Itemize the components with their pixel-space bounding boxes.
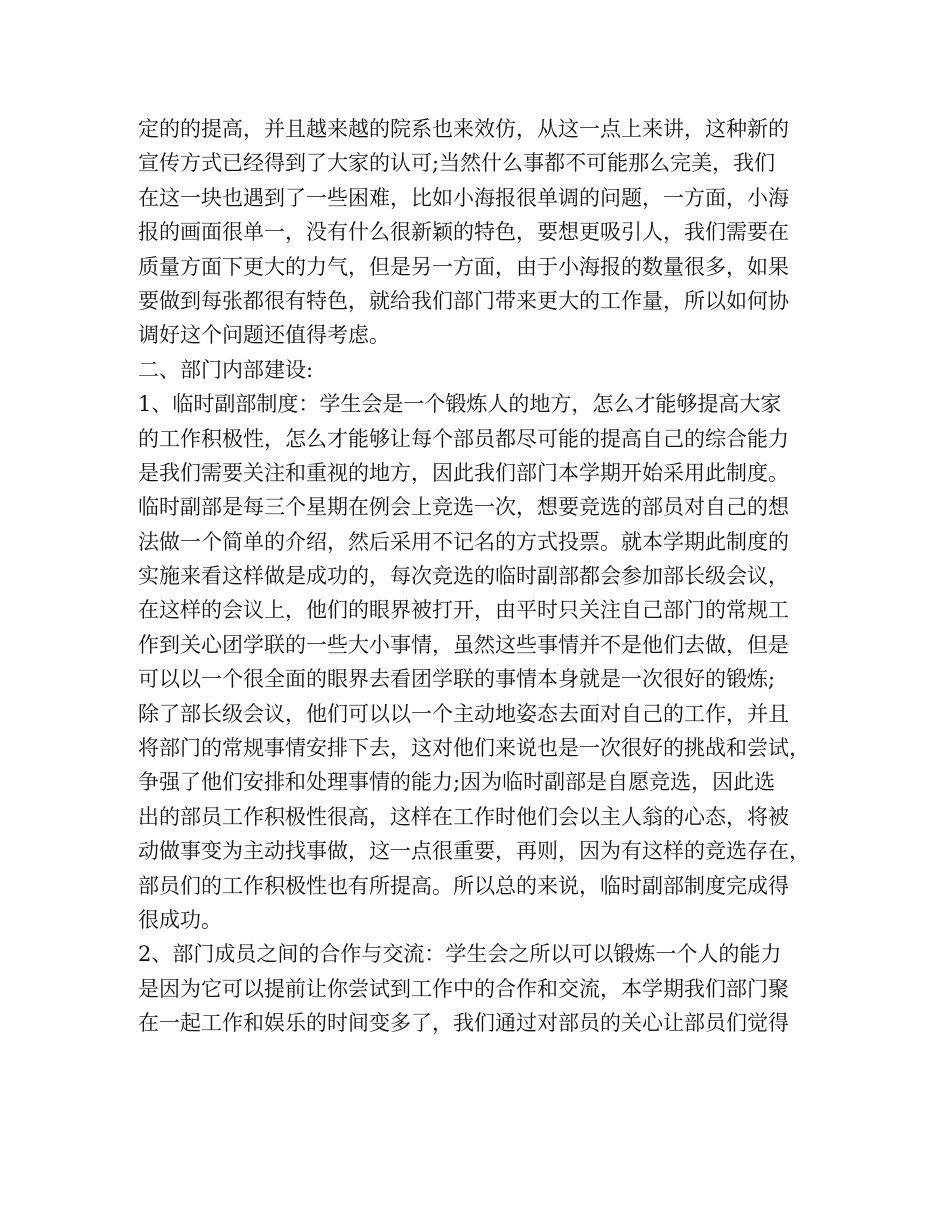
text-line: 法做一个简单的介绍，然后采用不记名的方式投票。就本学期此制度的: [138, 529, 789, 554]
text-line: 作到关心团学联的一些大小事情，虽然这些事情并不是他们去做，但是: [138, 632, 789, 657]
text-line: 可以以一个很全面的眼界去看团学联的事情本身就是一次很好的锻炼;: [138, 667, 776, 692]
text-line: 将部门的常规事情安排下去，这对他们来说也是一次很好的挑战和尝试，: [138, 736, 810, 761]
text-line: 在这一块也遇到了一些困难，比如小海报很单调的问题，一方面，小海: [138, 185, 789, 210]
section-heading: 二、部门内部建设:: [138, 357, 314, 382]
text-line: 1、临时副部制度：学生会是一个锻炼人的地方，怎么才能够提高大家: [138, 392, 782, 417]
document-body: [138, 112, 818, 1041]
text-line: 部员们的工作积极性也有所提高。所以总的来说，临时副部制度完成得: [138, 873, 789, 898]
text-line: 争强了他们安排和处理事情的能力;因为临时副部是自愿竞选，因此选: [138, 770, 776, 795]
text-line: 报的画面很单一，没有什么很新颖的特色，要想更吸引人，我们需要在: [138, 220, 789, 245]
text-line: 除了部长级会议，他们可以以一个主动地姿态去面对自己的工作，并且: [138, 701, 789, 726]
text-line: 动做事变为主动找事做，这一点很重要，再则，因为有这样的竞选存在，: [138, 839, 810, 864]
text-line: 定的的提高，并且越来越的院系也来效仿，从这一点上来讲，这种新的: [138, 117, 789, 141]
text-line: 很成功。: [138, 907, 222, 932]
text-line: 宣传方式已经得到了大家的认可;当然什么事都不可能那么完美，我们: [138, 151, 776, 176]
text-line: 实施来看这样做是成功的，每次竞选的临时副部都会参加部长级会议，: [138, 564, 789, 589]
text-line: 在这样的会议上，他们的眼界被打开，由平时只关注自己部门的常规工: [138, 598, 789, 623]
text-line: 调好这个问题还值得考虑。: [138, 323, 390, 348]
text-line: 要做到每张都很有特色，就给我们部门带来更大的工作量，所以如何协: [138, 288, 789, 313]
text-line: 临时副部是每三个星期在例会上竞选一次，想要竞选的部员对自己的想: [138, 495, 789, 520]
text-line: 的工作积极性，怎么才能够让每个部员都尽可能的提高自己的综合能力: [138, 426, 789, 451]
text-line: 是因为它可以提前让你尝试到工作中的合作和交流，本学期我们部门聚: [138, 976, 789, 1001]
text-line: 质量方面下更大的力气，但是另一方面，由于小海报的数量很多，如果: [138, 254, 789, 279]
text-line: 在一起工作和娱乐的时间变多了，我们通过对部员的关心让部员们觉得: [138, 1011, 789, 1036]
text-line: 是我们需要关注和重视的地方，因此我们部门本学期开始采用此制度。: [138, 460, 789, 485]
text-line: 2、部门成员之间的合作与交流：学生会之所以可以锻炼一个人的能力: [138, 942, 782, 967]
text-line: 出的部员工作积极性很高，这样在工作时他们会以主人翁的心态，将被: [138, 804, 789, 829]
